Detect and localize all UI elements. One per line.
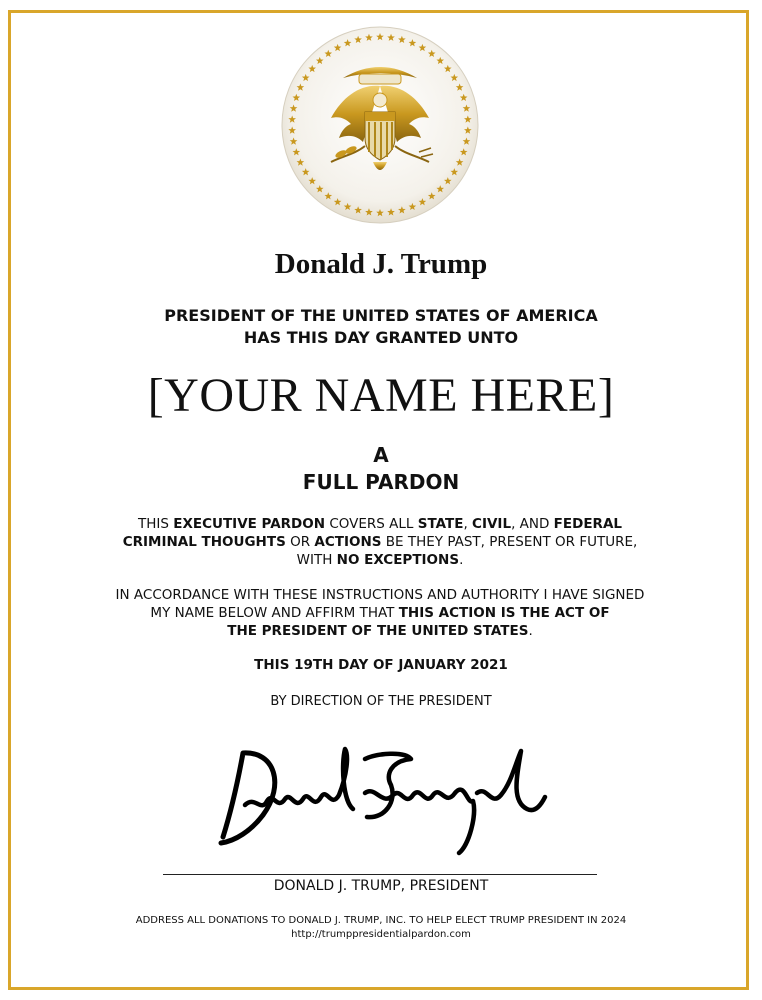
accordance-line-1: IN ACCORDANCE WITH THESE INSTRUCTIONS AND AUTHORITY I HAVE SIGNED bbox=[115, 587, 645, 603]
date-line: THIS 19TH DAY OF JANUARY 2021 bbox=[254, 657, 508, 673]
presidential-seal-icon bbox=[281, 26, 479, 224]
footer-url: http://trumppresidentialpardon.com bbox=[291, 929, 471, 940]
direction-line: BY DIRECTION OF THE PRESIDENT bbox=[270, 694, 492, 709]
coverage-line-2: CRIMINAL THOUGHTS OR ACTIONS BE THEY PAST, PRESENT OR FUTURE, bbox=[122, 534, 638, 550]
coverage-line-1: THIS EXECUTIVE PARDON COVERS ALL STATE, CIVIL, AND FEDERAL bbox=[137, 516, 622, 532]
accordance-line-3: THE PRESIDENT OF THE UNITED STATES. bbox=[227, 623, 533, 639]
coverage-paragraph bbox=[60, 515, 700, 569]
intro-line-2: HAS THIS DAY GRANTED UNTO bbox=[243, 328, 519, 347]
coverage-line-3: WITH NO EXCEPTIONS. bbox=[296, 552, 464, 568]
signature-image bbox=[215, 745, 550, 860]
footer-donation-line: ADDRESS ALL DONATIONS TO DONALD J. TRUMP, INC. TO HELP ELECT TRUMP PRESIDENT IN 2024 bbox=[135, 915, 627, 926]
certificate-title: Donald J. Trump bbox=[274, 248, 488, 280]
intro-line-1: PRESIDENT OF THE UNITED STATES OF AMERICA bbox=[164, 306, 598, 325]
accordance-line-2: MY NAME BELOW AND AFFIRM THAT THIS ACTION IS THE ACT OF bbox=[150, 605, 610, 621]
grant-type: FULL PARDON bbox=[302, 470, 460, 494]
grant-article: A bbox=[373, 443, 389, 467]
recipient-name: [YOUR NAME HERE] bbox=[147, 369, 615, 422]
signatory-name: DONALD J. TRUMP, PRESIDENT bbox=[273, 878, 489, 894]
signature-line bbox=[163, 874, 597, 875]
accordance-paragraph bbox=[40, 586, 720, 640]
